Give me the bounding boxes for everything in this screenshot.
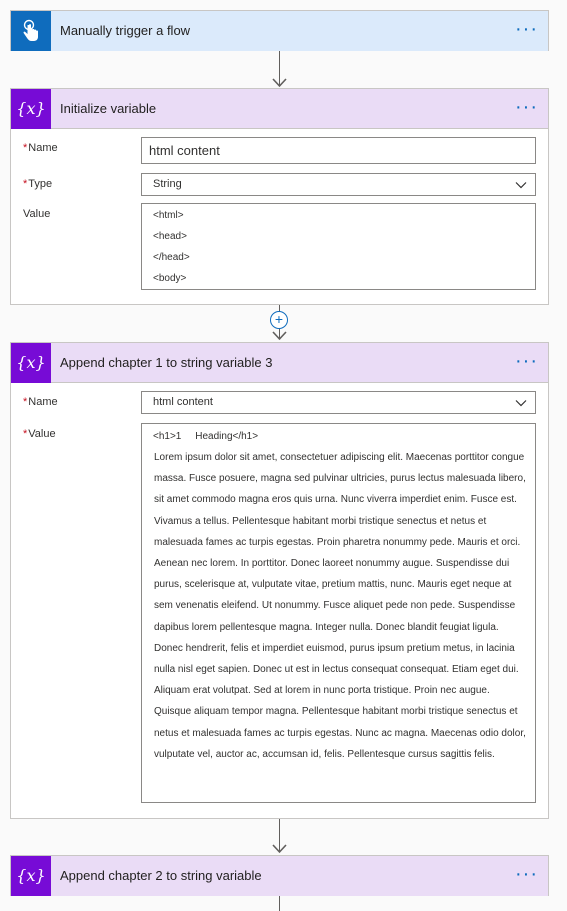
required-asterisk: * — [23, 396, 28, 408]
value-textarea[interactable] — [141, 203, 536, 290]
value-label: Value — [23, 208, 51, 220]
touch-hand-icon — [11, 11, 51, 51]
required-asterisk: * — [23, 428, 28, 440]
chevron-down-icon — [515, 181, 527, 189]
chevron-down-icon — [515, 399, 527, 407]
trigger-more-button[interactable]: ··· — [515, 18, 538, 40]
required-asterisk: * — [23, 142, 28, 154]
variable-x-icon — [11, 856, 51, 896]
value-label: *Value — [23, 428, 56, 440]
append-chapter-2-card[interactable] — [10, 855, 549, 896]
type-label: *Type — [23, 178, 53, 190]
append-chapter-1-card[interactable] — [10, 342, 549, 819]
value-line: <head> — [153, 231, 187, 242]
trigger-title: Manually trigger a flow — [60, 23, 191, 38]
name-label: *Name — [23, 396, 58, 408]
name-input[interactable] — [141, 137, 536, 164]
name-label: *Name — [23, 142, 58, 154]
arrow-down-icon — [272, 331, 287, 341]
append-chapter-2-more-button[interactable]: ··· — [515, 863, 538, 885]
required-asterisk: * — [23, 178, 28, 190]
initialize-variable-title: Initialize variable — [60, 101, 157, 116]
append-chapter-1-more-button[interactable]: ··· — [515, 350, 538, 372]
svg-text:{x}: {x} — [16, 866, 46, 885]
value-line: <body> — [153, 273, 187, 284]
value-line: <html> — [153, 210, 184, 221]
connector-line — [279, 896, 280, 911]
svg-text:{x}: {x} — [16, 353, 46, 372]
append-chapter-2-header[interactable] — [11, 856, 548, 896]
name-value: html content — [149, 143, 220, 158]
initialize-variable-card[interactable] — [10, 88, 549, 305]
variable-name-value: html content — [153, 396, 213, 408]
type-value: String — [153, 178, 182, 190]
initialize-variable-header[interactable] — [11, 89, 548, 129]
type-dropdown[interactable] — [141, 173, 536, 196]
variable-name-dropdown[interactable] — [141, 391, 536, 414]
value-textarea[interactable] — [141, 423, 536, 803]
append-chapter-1-header[interactable] — [11, 343, 548, 383]
insert-step-button[interactable]: + — [270, 311, 288, 329]
arrow-down-icon — [272, 78, 287, 88]
initialize-variable-more-button[interactable]: ··· — [515, 96, 538, 118]
value-line: </head> — [153, 252, 190, 263]
svg-text:{x}: {x} — [16, 99, 46, 118]
trigger-header[interactable] — [11, 11, 548, 51]
trigger-card[interactable] — [10, 10, 549, 51]
append-chapter-2-title: Append chapter 2 to string variable — [60, 868, 262, 883]
variable-x-icon — [11, 343, 51, 383]
append-chapter-1-title: Append chapter 1 to string variable 3 — [60, 355, 273, 370]
variable-x-icon — [11, 89, 51, 129]
arrow-down-icon — [272, 844, 287, 854]
paragraph-text: Lorem ipsum dolor sit amet, consectetuer adipiscing elit. Maecenas porttitor congue massa. Fusce posuere, magna sed pulvinar ultricies, purus lectus malesuada libero, sit amet commodo magna eros quis urna. Nunc viverra imperdiet enim. Fusce est. Vivamus a tellus. Pellentesque habitant morbi tristique senectus et netus et malesuada fames ac turpis egestas. Proin pharetra nonummy pede. Mauris et orci. Aenean nec lorem. In porttitor. Donec laoreet nonummy augue. Suspendisse dui purus, scelerisque at, vulputate vitae, pretium mattis, nunc. Mauris eget neque at sem venenatis eleifend. Ut nonummy. Fusce aliquet pede non pede. Suspendisse dapibus lorem pellentesque magna. Integer nulla. Donec blandit feugiat ligula. Donec hendrerit, felis et imperdiet euismod, purus ipsum pretium metus, in lacinia nulla nisl eget sapien. Donec ut est in lectus consequat consequat. Etiam eget dui. Aliquam erat volutpat. Sed at lorem in nunc porta tristique. Proin nec augue. Quisque aliquam tempor magna. Pellentesque habitant morbi tristique senectus et netus et malesuada fames ac turpis egestas. Nunc ac magna. Maecenas odio dolor, vulputate vel, auctor ac, accumsan id, felis. Pellentesque cursus sagittis felis. — [154, 452, 526, 760]
heading-line: <h1>1 Heading</h1> — [153, 431, 259, 442]
